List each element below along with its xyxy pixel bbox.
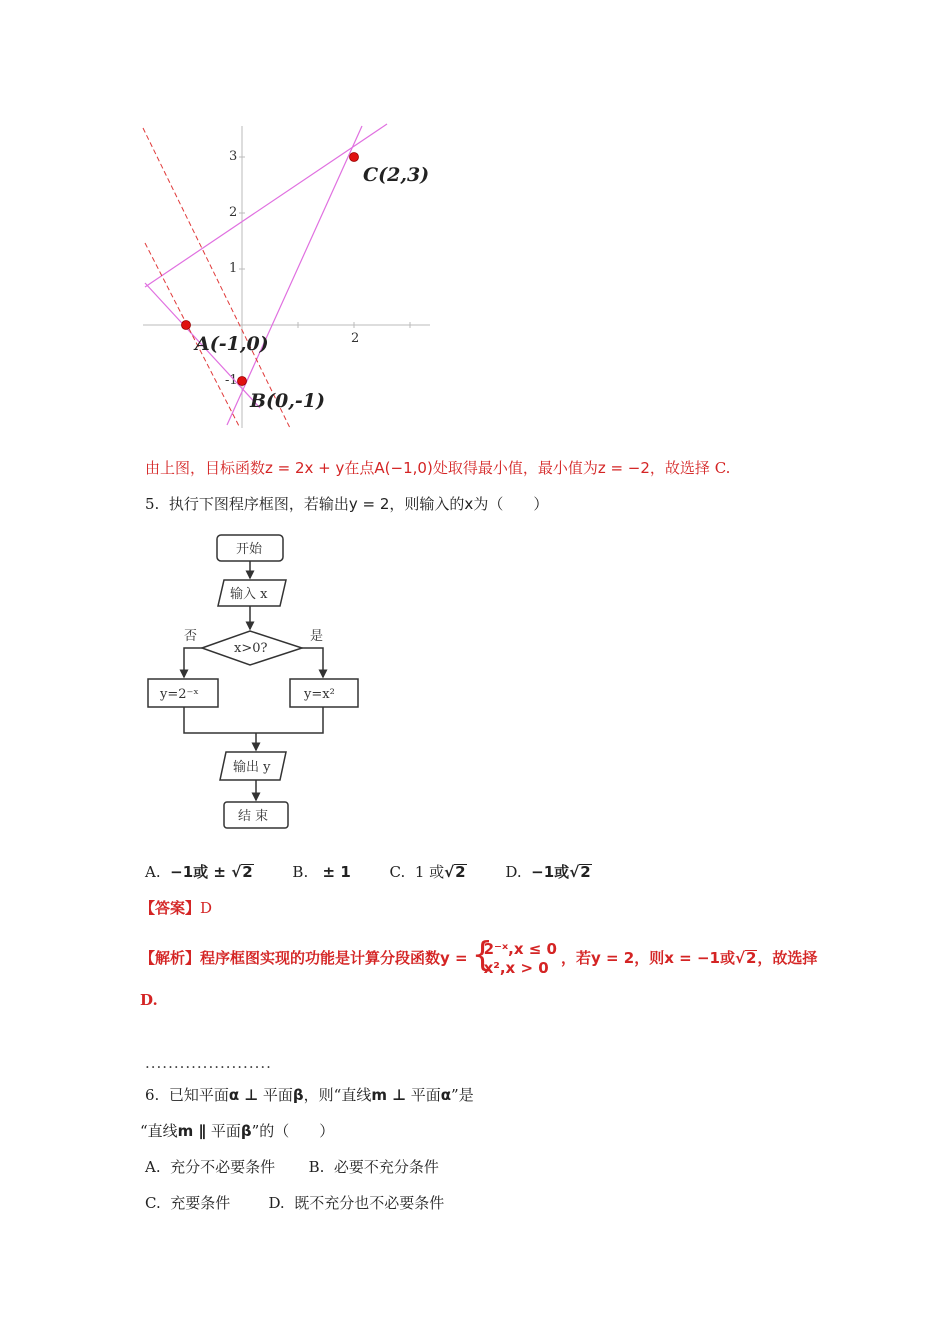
option-b: B. ± 1 xyxy=(292,863,351,881)
question-5-analysis: 【解析】程序框图实现的功能是计算分段函数y = { 2⁻ˣ,x ≤ 0 x²,x > 0 ，若y = 2，则x = −1或√2，故选择 xyxy=(140,935,818,977)
question-6-options-row2 xyxy=(145,1192,444,1214)
tick-x-2: 2 xyxy=(351,331,360,346)
point-a xyxy=(182,321,191,330)
q6-option-b: B. 必要不充分条件 xyxy=(308,1158,439,1176)
question-5-answer: 【答案】D xyxy=(140,899,213,917)
question-5-analysis-end: D. xyxy=(140,991,158,1009)
right-box-label: y=x² xyxy=(304,687,335,702)
option-c: C. 1 或√2 xyxy=(389,863,466,881)
point-a-label: A(-1,0) xyxy=(195,333,269,355)
question-5-options xyxy=(145,861,626,883)
option-a: A. −1或 ± √2 xyxy=(145,863,253,881)
point-c xyxy=(350,153,359,162)
option-d: D. −1或√2 xyxy=(505,863,591,881)
input-label: 输入 x xyxy=(230,587,268,602)
question-5-stem: 5. 执行下图程序框图，若输出y = 2，则输入的x为（ ） xyxy=(145,495,549,513)
left-box-label: y=2⁻ˣ xyxy=(160,687,199,702)
point-b-label: B(0,-1) xyxy=(250,390,325,412)
end-label: 结 束 xyxy=(238,809,269,824)
q6-option-d: D. 既不充分也不必要条件 xyxy=(268,1194,445,1212)
question-6-options-row1 xyxy=(145,1156,439,1178)
q6-option-a: A. 充分不必要条件 xyxy=(145,1158,276,1176)
output-label: 输出 y xyxy=(233,760,271,775)
yes-label: 是 xyxy=(310,629,324,644)
separator-dots: ...................... xyxy=(145,1054,272,1072)
start-label: 开始 xyxy=(236,542,263,557)
objective-line-2 xyxy=(143,128,290,428)
tick-y-2: 2 xyxy=(229,205,238,220)
piecewise-function: { 2⁻ˣ,x ≤ 0 x²,x > 0 xyxy=(471,935,557,977)
tick-y-neg1: -1 xyxy=(225,373,238,388)
line-bc xyxy=(227,126,362,425)
previous-analysis: 由上图，目标函数z = 2x + y在点A(−1,0)处取得最小值，最小值为z = −2，故选择 C. xyxy=(145,459,731,477)
question-6-stem: 6. 已知平面α ⊥ 平面β，则“直线m ⊥ 平面α”是 xyxy=(145,1086,474,1104)
no-label: 否 xyxy=(184,629,198,644)
question-6-stem-line2: “直线m ∥ 平面β”的（ ） xyxy=(140,1122,335,1140)
program-flowchart xyxy=(140,530,370,835)
point-b xyxy=(238,377,247,386)
q6-option-c: C. 充要条件 xyxy=(145,1194,231,1212)
point-c-label: C(2,3) xyxy=(363,164,430,186)
condition-label: x>0? xyxy=(234,641,268,656)
tick-y-1: 1 xyxy=(229,261,238,276)
tick-y-3: 3 xyxy=(229,149,238,164)
line-ac xyxy=(145,124,387,287)
